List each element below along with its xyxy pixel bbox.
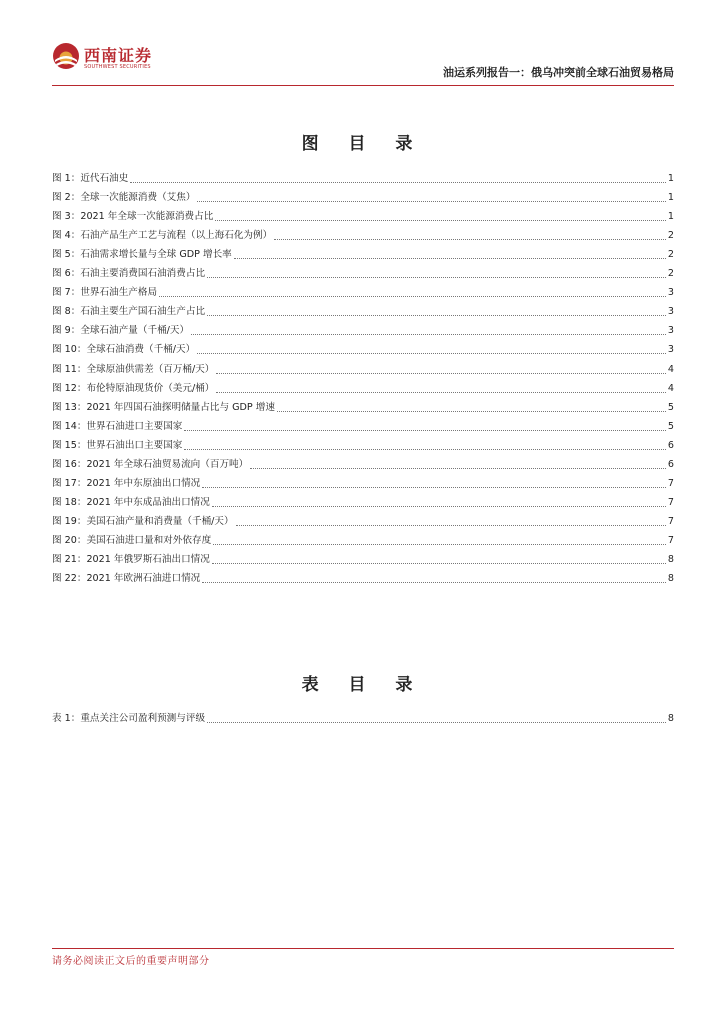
toc-dot-leader: [250, 467, 666, 469]
toc-entry-page[interactable]: 7: [667, 515, 674, 527]
toc-entry-label[interactable]: 图 4：石油产品生产工艺与流程（以上海石化为例）: [52, 230, 273, 242]
company-logo: [52, 42, 162, 76]
tables-toc-title: 表 目 录: [301, 675, 425, 695]
toc-entry-label[interactable]: 图 1：近代石油史: [52, 173, 129, 185]
toc-entry-label[interactable]: 图 22：2021 年欧洲石油进口情况: [52, 573, 201, 585]
toc-entry[interactable]: [52, 376, 674, 395]
figures-toc-list: [52, 166, 674, 585]
toc-dot-leader: [212, 505, 666, 507]
toc-entry[interactable]: [52, 395, 674, 414]
toc-entry-page[interactable]: 6: [667, 439, 674, 451]
toc-entry-label[interactable]: 图 2：全球一次能源消费（艾焦）: [52, 192, 196, 204]
toc-entry-label[interactable]: 图 5：石油需求增长量与全球 GDP 增长率: [52, 249, 232, 261]
toc-dot-leader: [202, 581, 666, 583]
toc-entry[interactable]: [52, 547, 674, 566]
toc-entry[interactable]: [52, 223, 674, 242]
toc-entry[interactable]: [52, 337, 674, 356]
toc-entry-label[interactable]: 图 10：全球石油消费（千桶/天）: [52, 344, 196, 356]
toc-dot-leader: [191, 333, 666, 335]
toc-entry-label[interactable]: 图 3：2021 年全球一次能源消费占比: [52, 211, 214, 223]
toc-dot-leader: [184, 429, 666, 431]
toc-entry-page[interactable]: 8: [667, 573, 674, 585]
toc-dot-leader: [215, 219, 666, 221]
footer-disclaimer: 请务必阅读正文后的重要声明部分: [52, 956, 210, 967]
toc-entry[interactable]: [52, 242, 674, 261]
toc-dot-leader: [274, 238, 666, 240]
toc-dot-leader: [207, 721, 666, 723]
toc-entry[interactable]: [52, 706, 674, 725]
report-title: 油运系列报告一：俄乌冲突前全球石油贸易格局: [443, 66, 674, 79]
toc-dot-leader: [216, 372, 665, 374]
toc-entry-page[interactable]: 8: [667, 713, 674, 725]
toc-entry-page[interactable]: 3: [667, 344, 674, 356]
toc-entry-page[interactable]: 4: [667, 382, 674, 394]
toc-entry-page[interactable]: 1: [667, 211, 674, 223]
toc-entry-page[interactable]: 1: [667, 173, 674, 185]
toc-entry-label[interactable]: 图 14：世界石油进口主要国家: [52, 420, 183, 432]
toc-dot-leader: [159, 295, 666, 297]
toc-dot-leader: [184, 448, 666, 450]
toc-entry-label[interactable]: 图 6：石油主要消费国石油消费占比: [52, 268, 206, 280]
toc-entry-page[interactable]: 7: [667, 534, 674, 546]
toc-entry-label[interactable]: 图 7：世界石油生产格局: [52, 287, 158, 299]
toc-entry-page[interactable]: 3: [667, 287, 674, 299]
logo-chinese-name: 西南证券: [84, 46, 153, 65]
toc-entry[interactable]: [52, 280, 674, 299]
toc-entry[interactable]: [52, 261, 674, 280]
toc-dot-leader: [216, 391, 665, 393]
toc-entry-label[interactable]: 图 9：全球石油产量（千桶/天）: [52, 325, 190, 337]
toc-entry-label[interactable]: 图 17：2021 年中东原油出口情况: [52, 477, 201, 489]
toc-dot-leader: [197, 200, 665, 202]
toc-entry[interactable]: [52, 299, 674, 318]
toc-entry-label[interactable]: 图 20：美国石油进口量和对外依存度: [52, 534, 212, 546]
toc-entry-page[interactable]: 6: [667, 458, 674, 470]
toc-entry-page[interactable]: 7: [667, 477, 674, 489]
toc-entry[interactable]: [52, 452, 674, 471]
toc-dot-leader: [207, 314, 666, 316]
logo-sun-icon: [52, 42, 80, 70]
toc-entry[interactable]: [52, 166, 674, 185]
toc-entry-page[interactable]: 7: [667, 496, 674, 508]
toc-entry-page[interactable]: 3: [667, 306, 674, 318]
toc-dot-leader: [197, 352, 666, 354]
toc-entry-page[interactable]: 2: [667, 249, 674, 261]
logo-english-name: SOUTHWEST SECURITIES: [84, 64, 151, 70]
page-header: [52, 40, 674, 86]
toc-entry[interactable]: [52, 356, 674, 375]
toc-dot-leader: [277, 410, 666, 412]
toc-entry-label[interactable]: 图 12：布伦特原油现货价（美元/桶）: [52, 382, 215, 394]
toc-dot-leader: [234, 257, 666, 259]
toc-entry-page[interactable]: 8: [667, 553, 674, 565]
toc-entry-page[interactable]: 4: [667, 363, 674, 375]
toc-entry-label[interactable]: 图 16：2021 年全球石油贸易流向（百万吨）: [52, 458, 249, 470]
toc-entry[interactable]: [52, 185, 674, 204]
toc-entry-label[interactable]: 图 21：2021 年俄罗斯石油出口情况: [52, 553, 210, 565]
toc-entry-label[interactable]: 图 13：2021 年四国石油探明储量占比与 GDP 增速: [52, 401, 275, 413]
toc-entry-label[interactable]: 图 11：全球原油供需差（百万桶/天）: [52, 363, 215, 375]
toc-entry[interactable]: [52, 471, 674, 490]
toc-entry-label[interactable]: 图 15：世界石油出口主要国家: [52, 439, 183, 451]
toc-entry-page[interactable]: 5: [667, 401, 674, 413]
toc-dot-leader: [212, 562, 666, 564]
toc-entry[interactable]: [52, 414, 674, 433]
toc-entry[interactable]: [52, 318, 674, 337]
toc-dot-leader: [236, 524, 666, 526]
toc-entry-label[interactable]: 图 18：2021 年中东成品油出口情况: [52, 496, 210, 508]
toc-entry-label[interactable]: 图 8：石油主要生产国石油生产占比: [52, 306, 206, 318]
toc-entry-page[interactable]: 3: [667, 325, 674, 337]
tables-toc-list: [52, 706, 674, 725]
toc-entry[interactable]: [52, 566, 674, 585]
toc-entry-page[interactable]: 1: [667, 192, 674, 204]
toc-entry-label[interactable]: 表 1：重点关注公司盈利预测与评级: [52, 713, 206, 725]
toc-dot-leader: [202, 486, 666, 488]
toc-entry-page[interactable]: 5: [667, 420, 674, 432]
toc-dot-leader: [130, 181, 666, 183]
toc-entry-page[interactable]: 2: [667, 230, 674, 242]
toc-dot-leader: [213, 543, 666, 545]
toc-entry[interactable]: [52, 509, 674, 528]
figures-toc-title: 图 目 录: [301, 134, 425, 154]
toc-dot-leader: [207, 276, 666, 278]
toc-entry[interactable]: [52, 204, 674, 223]
toc-entry-page[interactable]: 2: [667, 268, 674, 280]
footer-divider: [52, 948, 674, 949]
header-divider: [52, 85, 674, 86]
toc-entry[interactable]: [52, 528, 674, 547]
toc-entry-label[interactable]: 图 19：美国石油产量和消费量（千桶/天）: [52, 515, 234, 527]
toc-entry[interactable]: [52, 433, 674, 452]
toc-entry[interactable]: [52, 490, 674, 509]
